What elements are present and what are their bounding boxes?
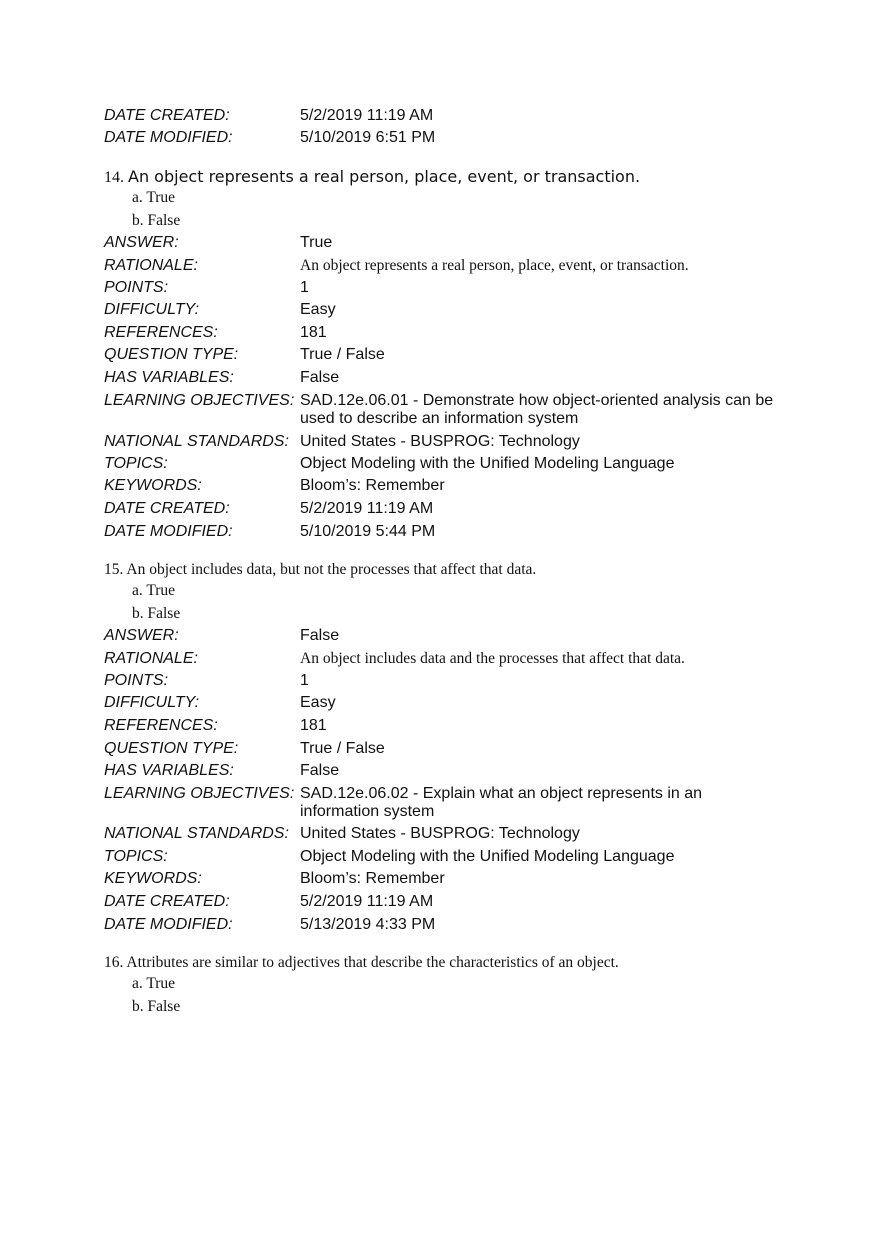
question-number: 14. [104,169,124,186]
question-text: An object represents a real person, place, event, or transaction. [128,167,641,186]
difficulty-value: Easy [300,694,336,711]
question-15 [104,561,536,579]
option-b: b. False [132,998,181,1015]
difficulty-label: DIFFICULTY: [104,301,200,318]
answer-value: False [300,627,340,644]
keywords-value: Bloom’s: Remember [300,477,445,494]
date-created-label: DATE CREATED: [104,107,230,124]
rationale-value: An object includes data and the processes that affect that data. [300,650,685,667]
learning-objectives-value: SAD.12e.06.01 - Demonstrate how object-oriented analysis can be used to describe an information system [300,392,774,427]
date-created-value: 5/2/2019 11:19 AM [300,893,434,910]
references-value: 181 [300,324,327,341]
has-variables-label: HAS VARIABLES: [104,369,234,386]
option-a: a. True [132,975,176,992]
difficulty-label: DIFFICULTY: [104,694,200,711]
date-modified-label: DATE MODIFIED: [104,129,233,146]
date-modified-label: DATE MODIFIED: [104,916,233,933]
references-label: REFERENCES: [104,324,218,341]
date-created-label: DATE CREATED: [104,500,230,517]
rationale-label: RATIONALE: [104,650,198,667]
question-text: An object includes data, but not the processes that affect that data. [126,561,537,578]
keywords-value: Bloom’s: Remember [300,870,445,887]
topics-value: Object Modeling with the Unified Modeling Language [300,848,675,865]
references-label: REFERENCES: [104,717,218,734]
learning-objectives-label: LEARNING OBJECTIVES: [104,785,295,802]
rationale-label: RATIONALE: [104,257,198,274]
question-text: Attributes are similar to adjectives that describe the characteristics of an object. [126,954,619,971]
question-type-value: True / False [300,346,385,363]
has-variables-value: False [300,369,340,386]
keywords-label: KEYWORDS: [104,870,202,887]
national-standards-label: NATIONAL STANDARDS: [104,433,289,450]
date-modified-value: 5/10/2019 6:51 PM [300,129,436,146]
national-standards-label: NATIONAL STANDARDS: [104,825,289,842]
references-value: 181 [300,717,327,734]
answer-value: True [300,234,333,251]
topics-label: TOPICS: [104,848,168,865]
question-16 [104,954,619,972]
points-value: 1 [300,279,309,296]
question-type-label: QUESTION TYPE: [104,346,239,363]
difficulty-value: Easy [300,301,336,318]
option-a: a. True [132,189,176,206]
keywords-label: KEYWORDS: [104,477,202,494]
date-created-value: 5/2/2019 11:19 AM [300,500,434,517]
option-b: b. False [132,605,181,622]
option-b: b. False [132,212,181,229]
has-variables-value: False [300,762,340,779]
date-modified-value: 5/13/2019 4:33 PM [300,916,436,933]
points-value: 1 [300,672,309,689]
national-standards-value: United States - BUSPROG: Technology [300,433,580,450]
date-created-label: DATE CREATED: [104,893,230,910]
national-standards-value: United States - BUSPROG: Technology [300,825,580,842]
rationale-value: An object represents a real person, place, event, or transaction. [300,257,689,274]
answer-label: ANSWER: [104,234,179,251]
points-label: POINTS: [104,672,169,689]
date-created-value: 5/2/2019 11:19 AM [300,107,434,124]
option-a: a. True [132,582,176,599]
has-variables-label: HAS VARIABLES: [104,762,234,779]
learning-objectives-label: LEARNING OBJECTIVES: [104,392,295,409]
answer-label: ANSWER: [104,627,179,644]
date-modified-value: 5/10/2019 5:44 PM [300,523,436,540]
question-number: 16. [104,954,124,971]
question-type-label: QUESTION TYPE: [104,740,239,757]
question-14 [104,167,640,187]
points-label: POINTS: [104,279,169,296]
learning-objectives-value: SAD.12e.06.02 - Explain what an object represents in an information system [300,785,703,820]
topics-label: TOPICS: [104,455,168,472]
topics-value: Object Modeling with the Unified Modeling Language [300,455,675,472]
question-type-value: True / False [300,740,385,757]
question-number: 15. [104,561,124,578]
date-modified-label: DATE MODIFIED: [104,523,233,540]
